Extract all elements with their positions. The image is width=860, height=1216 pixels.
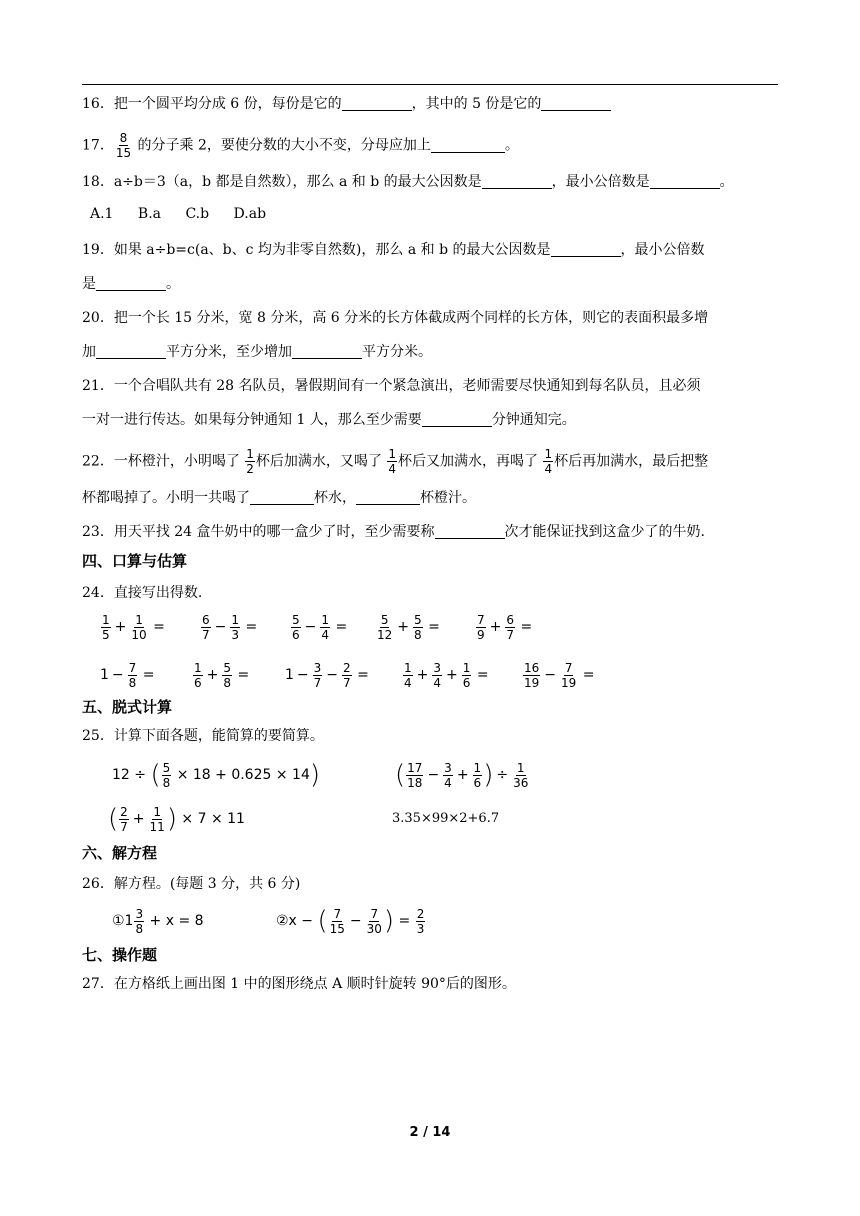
option-d[interactable]: D.ab xyxy=(233,206,267,222)
question-18: 18．a÷b＝3（a，b 都是自然数），那么 a 和 b 的最大公因数是 ，最小公倍数是 。 xyxy=(82,174,734,190)
answer-blank[interactable] xyxy=(650,174,720,189)
answer-blank[interactable] xyxy=(422,412,492,427)
option-c[interactable]: C.b xyxy=(185,206,210,222)
question-22-line2: 杯都喝掉了。小明一共喝了 杯水， 杯橙汁。 xyxy=(82,490,476,506)
question-22: 22．一杯橙汁，小明喝了 $\frac{1}{2}$ 杯后加满水，又喝了 $\frac{1}{4}$ 杯后又加满水，再喝了 $\frac{1}{4}$ 杯后再加满水，最后把整 xyxy=(82,447,709,476)
section-heading: 七、操作题 xyxy=(82,946,158,964)
q24-item: $\frac{7}{9}$ + $\frac{6}{7}$ = xyxy=(477,612,533,642)
q24-item: $\frac{6}{7}$ − $\frac{1}{3}$ = xyxy=(202,612,258,642)
fraction: $\frac{1}{4}$ xyxy=(388,447,396,476)
question-21-line2: 一对一进行传达。如果每分钟通知 1 人，那么至少需要 分钟通知完。 xyxy=(82,412,576,428)
answer-blank[interactable] xyxy=(431,138,505,153)
answer-blank[interactable] xyxy=(435,524,505,539)
answer-blank[interactable] xyxy=(482,174,552,189)
question-19: 19．如果 a÷b=c(a、b、c 均为非零自然数)，那么 a 和 b 的最大公因数是 ，最小公倍数 xyxy=(82,242,705,258)
option-b[interactable]: B.a xyxy=(137,206,162,222)
question-25: 25．计算下面各题，能简算的要简算。 xyxy=(82,728,324,744)
answer-blank[interactable] xyxy=(292,344,362,359)
question-16: 16．把一个圆平均分成 6 份，每份是它的 ，其中的 5 份是它的 xyxy=(82,94,611,114)
q24-item: $\frac{5}{12}$ + $\frac{5}{8}$ = xyxy=(377,612,440,642)
question-17: 17． $\frac{8}{15}$ 的分子乘 2，要使分数的大小不变，分母应加上 。 xyxy=(82,131,519,160)
section-heading: 四、口算与估算 xyxy=(82,552,188,570)
option-a[interactable]: A.1 xyxy=(90,206,114,222)
question-18-options xyxy=(90,206,286,222)
answer-blank[interactable] xyxy=(96,344,166,359)
answer-blank[interactable] xyxy=(342,96,412,111)
q24-item: $\frac{1}{5}$ + $\frac{1}{10}$ = xyxy=(102,612,165,642)
section-heading: 六、解方程 xyxy=(82,844,158,862)
page-number: 2 / 14 xyxy=(409,1125,451,1140)
fraction: $\frac{1}{4}$ xyxy=(544,447,553,476)
q24-item: $\frac{16}{19}$ − $\frac{7}{19}$ = xyxy=(524,660,595,690)
answer-blank[interactable] xyxy=(356,490,420,505)
question-26: 26．解方程。(每题 3 分，共 6 分) xyxy=(82,876,301,892)
q24-item: 1 − $\frac{3}{7}$ − $\frac{2}{7}$ = xyxy=(285,660,369,690)
q26-equation-1: ①1 $\frac{3}{8}$ + x = 8 xyxy=(112,906,204,936)
q24-item: 1 − $\frac{7}{8}$ = xyxy=(100,660,155,690)
section-heading: 五、脱式计算 xyxy=(82,698,173,716)
fraction: $\frac{8}{15}$ xyxy=(115,131,132,160)
q25-expression-3: ( $\frac{2}{7}$ + $\frac{1}{11}$ ) × 7 × 11 xyxy=(108,804,245,834)
q25-expression-4: 3.35×99×2+6.7 xyxy=(392,811,500,826)
answer-blank[interactable] xyxy=(96,276,166,291)
question-24: 24．直接写出得数. xyxy=(82,585,203,601)
question-27: 27．在方格纸上画出图 1 中的图形绕点 A 顺时针旋转 90°后的图形。 xyxy=(82,976,516,992)
header-rule xyxy=(82,84,778,85)
question-20: 20．把一个长 15 分米，宽 8 分米，高 6 分米的长方体截成两个同样的长方体，则它的表面积最多增 xyxy=(82,310,709,326)
question-23: 23．用天平找 24 盒牛奶中的哪一盒少了时，至少需要称 次才能保证找到这盒少了的牛奶. xyxy=(82,524,705,540)
answer-blank[interactable] xyxy=(541,96,611,111)
fraction: $\frac{1}{2}$ xyxy=(246,447,254,476)
question-21: 21．一个合唱队共有 28 名队员，暑假期间有一个紧急演出，老师需要尽快通知到每名队员，且必须 xyxy=(82,378,701,394)
q25-expression-1: 12 ÷ ( $\frac{5}{8}$ × 18 + 0.625 × 14) xyxy=(112,760,321,790)
answer-blank[interactable] xyxy=(551,242,621,257)
question-20-line2: 加 平方分米，至少增加 平方分米。 xyxy=(82,344,432,360)
q24-item: $\frac{1}{6}$ + $\frac{5}{8}$ = xyxy=(194,660,250,690)
answer-blank[interactable] xyxy=(250,490,314,505)
q26-equation-2: ②x − ( $\frac{7}{15}$ − $\frac{7}{30}$ ) = $\frac{2}{3}$ xyxy=(276,906,425,936)
q24-item: $\frac{5}{6}$ − $\frac{1}{4}$ = xyxy=(292,612,348,642)
q24-item: $\frac{1}{4}$ + $\frac{3}{4}$ + $\frac{1}{6}$ = xyxy=(404,660,489,690)
question-19-line2: 是 。 xyxy=(82,276,180,292)
q25-expression-2: ( $\frac{17}{18}$ − $\frac{3}{4}$ + $\frac{1}{6}$ ) ÷ $\frac{1}{36}$ xyxy=(395,760,529,790)
